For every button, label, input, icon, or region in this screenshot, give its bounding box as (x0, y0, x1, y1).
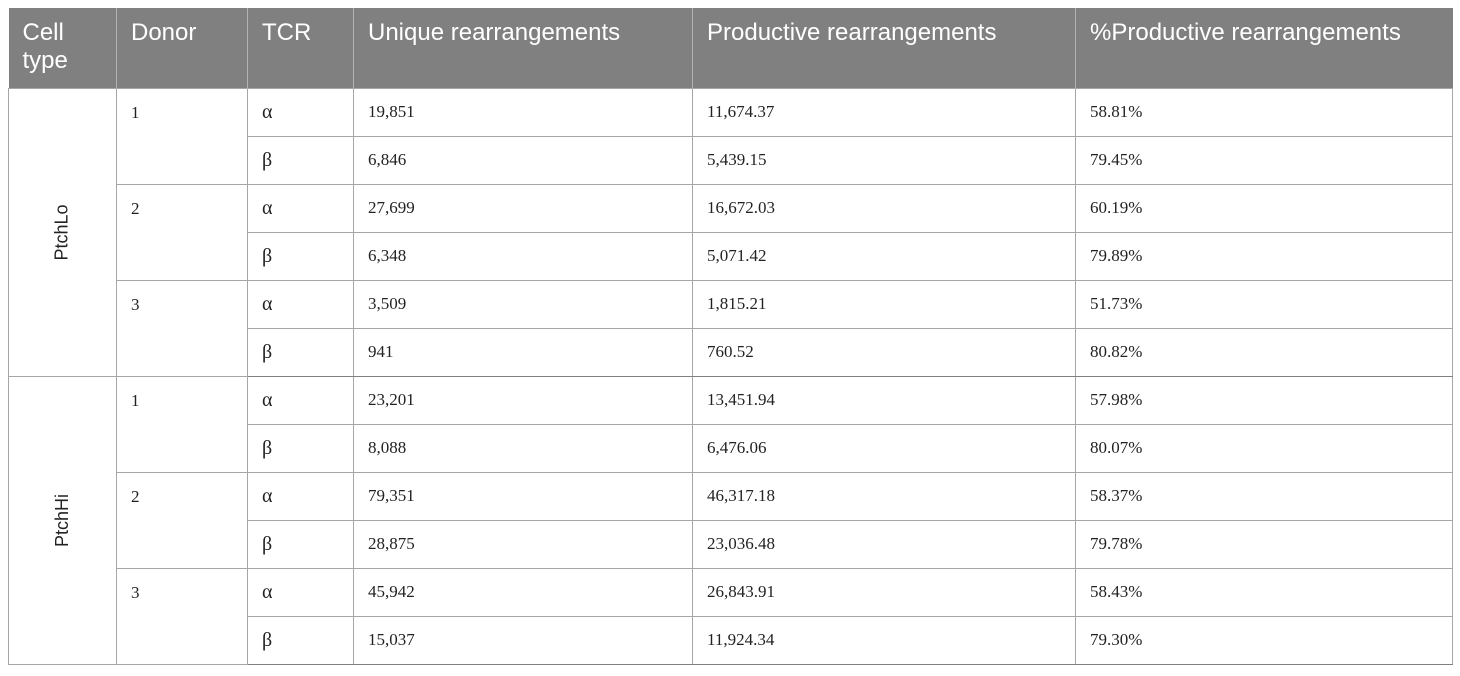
tcr-rearrangements-table (8, 8, 1453, 665)
donor-cell: 3 (117, 280, 248, 376)
cell-type-label: PtchLo (51, 203, 72, 261)
productive-rearrangements-cell: 5,439.15 (693, 136, 1076, 184)
donor-cell: 1 (117, 376, 248, 472)
cell-type-cell (9, 376, 117, 664)
tcr-cell: β (248, 328, 354, 376)
percent-productive-cell: 79.30% (1076, 616, 1453, 664)
productive-rearrangements-cell: 46,317.18 (693, 472, 1076, 520)
unique-rearrangements-cell: 8,088 (354, 424, 693, 472)
header-cell-type: Cell type (9, 8, 117, 88)
unique-rearrangements-cell: 6,348 (354, 232, 693, 280)
productive-rearrangements-cell: 11,924.34 (693, 616, 1076, 664)
percent-productive-cell: 79.78% (1076, 520, 1453, 568)
table-row (9, 472, 1453, 520)
tcr-cell: α (248, 376, 354, 424)
table-header (9, 8, 1453, 88)
productive-rearrangements-cell: 11,674.37 (693, 88, 1076, 136)
table-row (9, 184, 1453, 232)
percent-productive-cell: 60.19% (1076, 184, 1453, 232)
header-row (9, 8, 1453, 88)
header-productive-rearrangements: Productive rearrangements (693, 8, 1076, 88)
header-percent-productive: %Productive rearrangements (1076, 8, 1453, 88)
header-donor: Donor (117, 8, 248, 88)
percent-productive-cell: 80.82% (1076, 328, 1453, 376)
productive-rearrangements-cell: 13,451.94 (693, 376, 1076, 424)
percent-productive-cell: 51.73% (1076, 280, 1453, 328)
unique-rearrangements-cell: 6,846 (354, 136, 693, 184)
percent-productive-cell: 58.37% (1076, 472, 1453, 520)
productive-rearrangements-cell: 26,843.91 (693, 568, 1076, 616)
header-unique-rearrangements: Unique rearrangements (354, 8, 693, 88)
unique-rearrangements-cell: 941 (354, 328, 693, 376)
donor-cell: 3 (117, 568, 248, 664)
percent-productive-cell: 80.07% (1076, 424, 1453, 472)
unique-rearrangements-cell: 79,351 (354, 472, 693, 520)
productive-rearrangements-cell: 16,672.03 (693, 184, 1076, 232)
unique-rearrangements-cell: 23,201 (354, 376, 693, 424)
header-tcr: TCR (248, 8, 354, 88)
percent-productive-cell: 79.45% (1076, 136, 1453, 184)
productive-rearrangements-cell: 1,815.21 (693, 280, 1076, 328)
tcr-cell: β (248, 616, 354, 664)
unique-rearrangements-cell: 3,509 (354, 280, 693, 328)
donor-cell: 2 (117, 472, 248, 568)
percent-productive-cell: 58.81% (1076, 88, 1453, 136)
productive-rearrangements-cell: 5,071.42 (693, 232, 1076, 280)
table-row (9, 568, 1453, 616)
tcr-cell: α (248, 568, 354, 616)
tcr-cell: α (248, 472, 354, 520)
productive-rearrangements-cell: 760.52 (693, 328, 1076, 376)
tcr-cell: β (248, 520, 354, 568)
unique-rearrangements-cell: 15,037 (354, 616, 693, 664)
tcr-cell: α (248, 280, 354, 328)
table-body (9, 88, 1453, 664)
tcr-cell: β (248, 424, 354, 472)
unique-rearrangements-cell: 27,699 (354, 184, 693, 232)
tcr-cell: β (248, 136, 354, 184)
productive-rearrangements-cell: 6,476.06 (693, 424, 1076, 472)
unique-rearrangements-cell: 45,942 (354, 568, 693, 616)
table-row (9, 376, 1453, 424)
percent-productive-cell: 58.43% (1076, 568, 1453, 616)
cell-type-label: PtchHi (51, 493, 72, 547)
donor-cell: 2 (117, 184, 248, 280)
cell-type-cell (9, 88, 117, 376)
unique-rearrangements-cell: 19,851 (354, 88, 693, 136)
tcr-cell: α (248, 184, 354, 232)
unique-rearrangements-cell: 28,875 (354, 520, 693, 568)
percent-productive-cell: 57.98% (1076, 376, 1453, 424)
table-row (9, 88, 1453, 136)
tcr-cell: β (248, 232, 354, 280)
tcr-cell: α (248, 88, 354, 136)
productive-rearrangements-cell: 23,036.48 (693, 520, 1076, 568)
percent-productive-cell: 79.89% (1076, 232, 1453, 280)
donor-cell: 1 (117, 88, 248, 184)
table-row (9, 280, 1453, 328)
